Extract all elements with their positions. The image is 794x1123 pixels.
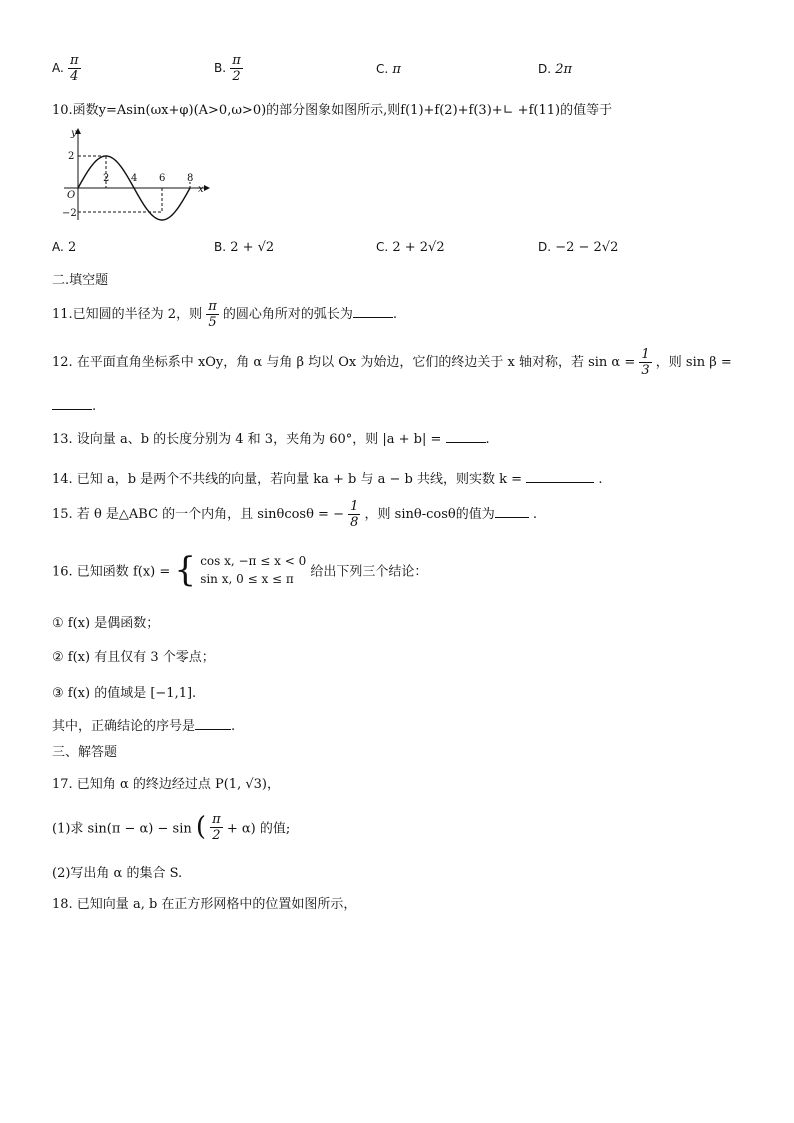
- fraction: $\frac{\pi}{5}$: [208, 299, 217, 330]
- answer-blank[interactable]: [446, 430, 486, 443]
- answer-blank[interactable]: [495, 505, 529, 518]
- fraction: $\frac{1}{3}$: [641, 347, 650, 378]
- x-tick-label: 4: [131, 173, 138, 184]
- q9-option-b: [214, 54, 243, 83]
- q9-option-c: C. π: [376, 62, 401, 77]
- q13: 13. 设向量 a、b 的长度分别为 4 和 3，夹角为 60°，则 |a + b| = .: [52, 432, 490, 447]
- q10-option-b: B. 2 + √2: [214, 240, 275, 255]
- y-tick-label: 2: [68, 151, 75, 162]
- q11: 11.已知圆的半径为 2，则 $\frac{\pi}{5}$ 的圆心角所对的弧长为 .: [52, 299, 398, 330]
- q16: 16. 已知函数 f(x) = { cos x, −π ≤ x < 0 sin x, 0 ≤ x ≤ π 给出下列三个结论：: [52, 550, 428, 590]
- y-tick-label: −2: [62, 208, 77, 219]
- q16-item-1: ① f(x) 是偶函数；: [52, 616, 160, 631]
- fraction: $\frac{\pi}{4}$: [69, 53, 79, 84]
- section-title-fill-in: 二.填空题: [52, 273, 109, 288]
- fraction: $\frac{1}{8}$: [350, 499, 359, 530]
- q16-ask: 其中，正确结论的序号是 .: [52, 719, 236, 734]
- q15: 15. 若 θ 是△ABC 的一个内角，且 sinθcosθ = − $\frac{1}{8}$ ，则 sinθ-cosθ的值为 .: [52, 499, 537, 530]
- x-axis-label: x: [198, 184, 204, 195]
- fraction: $\frac{\pi}{2}$: [212, 811, 221, 843]
- origin-label: O: [67, 190, 76, 201]
- x-tick-label: 8: [187, 173, 194, 184]
- answer-blank[interactable]: [353, 305, 393, 318]
- option-label: B.: [214, 61, 227, 75]
- answer-blank[interactable]: [195, 717, 231, 730]
- q9-option-d: D. 2π: [538, 62, 573, 77]
- x-tick-label: 6: [159, 173, 166, 184]
- option-label: C.: [376, 62, 389, 76]
- q12: 12. 在平面直角坐标系中 xOy，角 α 与角 β 均以 Ox 为始边，它们的终边关于 x 轴对称，若 sin α = $\frac{1}{3}$ ，则 sin β =: [52, 347, 732, 378]
- answer-blank[interactable]: [52, 397, 92, 410]
- section-title-answer: 三、解答题: [52, 745, 118, 760]
- answer-blank[interactable]: [526, 470, 594, 483]
- option-label: D.: [538, 62, 552, 76]
- q12-answer-line: .: [52, 397, 96, 414]
- q17: 17. 已知角 α 的终边经过点 P(1, √3)，: [52, 777, 280, 792]
- option-label: A.: [52, 61, 64, 75]
- fraction: $\frac{\pi}{2}$: [232, 53, 241, 84]
- q9-option-a: [52, 54, 81, 83]
- q10-text: 10.函数y=Asin(ωx+φ)(A>0,ω>0)的部分图象如图所示,则f(1)+f(2)+f(3)+∟ +f(11)的值等于: [52, 103, 613, 118]
- y-axis-label: y: [71, 128, 77, 139]
- q16-item-2: ② f(x) 有且仅有 3 个零点；: [52, 650, 215, 665]
- x-axis-arrow: [204, 185, 210, 191]
- q17-part-2: (2)写出角 α 的集合 S.: [52, 866, 183, 881]
- x-tick-label: 2: [103, 173, 110, 184]
- q16-item-3: ③ f(x) 的值域是 [−1,1].: [52, 686, 197, 701]
- brace: {: [174, 550, 197, 590]
- q10-option-a: A. 2: [52, 240, 77, 255]
- q18: 18. 已知向量 a, b 在正方形网格中的位置如图所示，: [52, 897, 357, 912]
- q14: 14. 已知 a，b 是两个不共线的向量，若向量 ka + b 与 a − b 共线，则实数 k = .: [52, 472, 603, 487]
- piecewise-cases: cos x, −π ≤ x < 0 sin x, 0 ≤ x ≤ π: [200, 554, 307, 586]
- q10-option-d: D. −2 − 2√2: [538, 240, 619, 255]
- q10-sine-graph: [56, 124, 216, 224]
- q10-option-c: C. 2 + 2√2: [376, 240, 445, 255]
- q17-part-1: (1)求 sin(π − α) − sin ( $\frac{\pi}{2}$ + α) 的值;: [52, 811, 291, 843]
